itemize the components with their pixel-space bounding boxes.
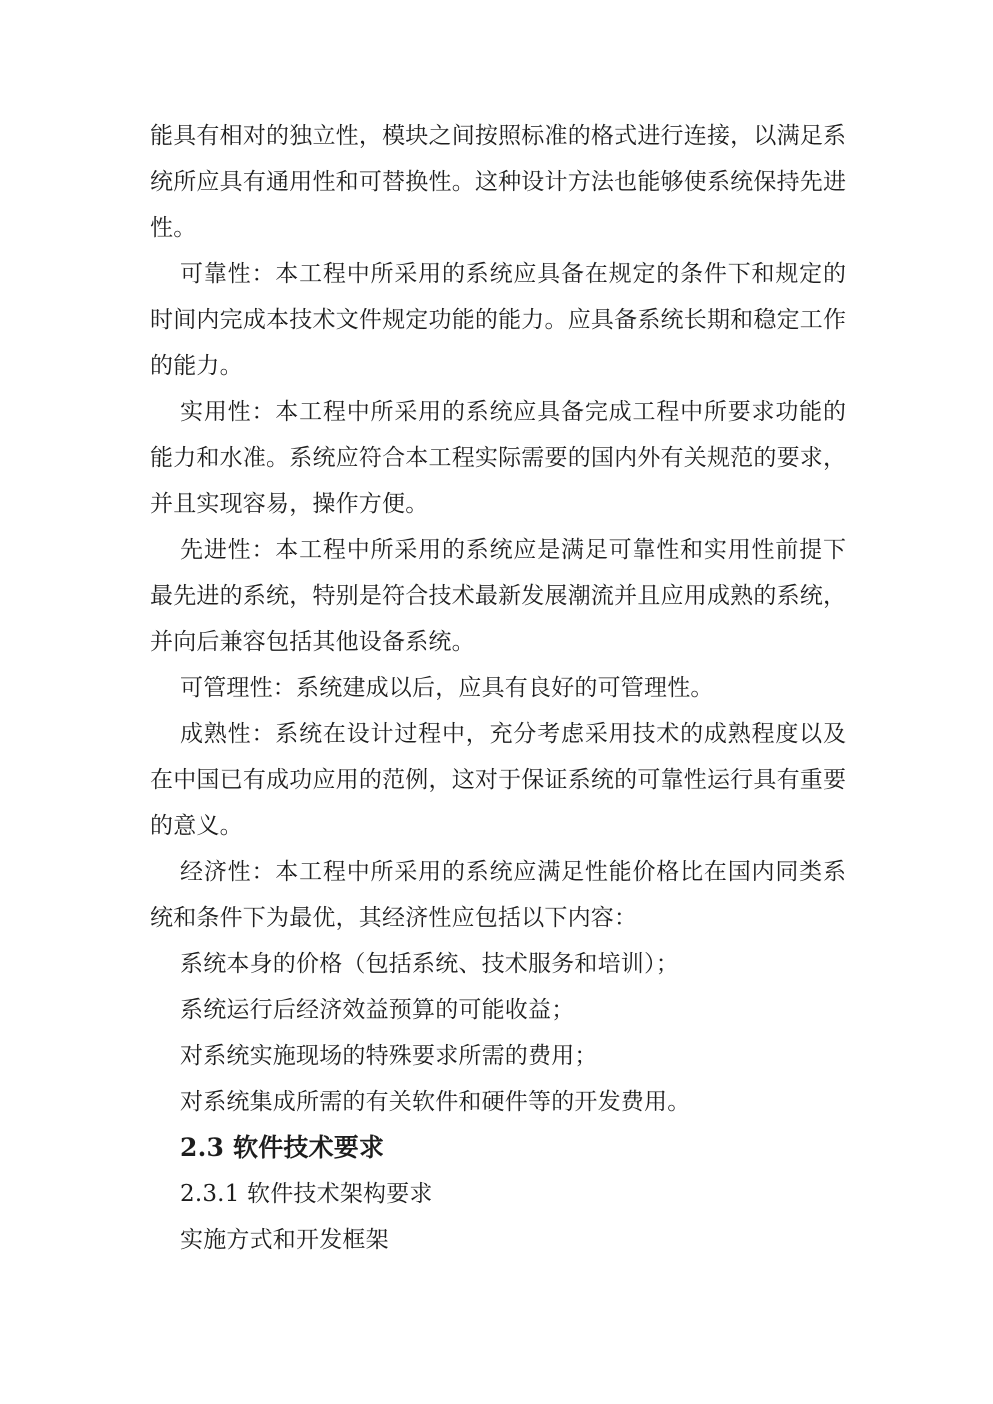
text-line: 经济性：本工程中所采用的系统应满足性能价格比在国内同类系 (180, 859, 846, 885)
text-line: 统和条件下为最优，其经济性应包括以下内容： (150, 905, 638, 931)
text-line: 时间内完成本技术文件规定功能的能力。应具备系统长期和稳定工作 (150, 307, 846, 333)
text-line: 并向后兼容包括其他设备系统。 (150, 629, 475, 655)
text-line: 可靠性：本工程中所采用的系统应具备在规定的条件下和规定的 (180, 261, 846, 287)
text-line: 对系统集成所需的有关软件和硬件等的开发费用。 (180, 1089, 691, 1115)
text-line: 系统本身的价格（包括系统、技术服务和培训）； (180, 951, 679, 977)
text-line: 性。 (150, 215, 197, 241)
text-line: 能具有相对的独立性，模块之间按照标准的格式进行连接，以满足系 (150, 123, 846, 149)
text-line: 在中国已有成功应用的范例，这对于保证系统的可靠性运行具有重要 (150, 767, 846, 793)
section-heading: 2.3 软件技术要求 (180, 1133, 385, 1162)
text-line: 先进性：本工程中所采用的系统应是满足可靠性和实用性前提下 (180, 537, 846, 563)
document-body (150, 113, 846, 1263)
text-line: 能力和水准。系统应符合本工程实际需要的国内外有关规范的要求， (150, 445, 846, 471)
text-line: 实用性：本工程中所采用的系统应具备完成工程中所要求功能的 (180, 399, 846, 425)
text-line: 对系统实施现场的特殊要求所需的费用； (180, 1043, 598, 1069)
subsection-heading: 2.3.1 软件技术架构要求 (180, 1181, 433, 1207)
text-line: 成熟性：系统在设计过程中，充分考虑采用技术的成熟程度以及 (180, 721, 846, 747)
text-line: 可管理性：系统建成以后，应具有良好的可管理性。 (180, 675, 714, 701)
text-line: 系统运行后经济效益预算的可能收益； (180, 997, 575, 1023)
text-line: 实施方式和开发框架 (180, 1227, 389, 1253)
text-line: 最先进的系统，特别是符合技术最新发展潮流并且应用成熟的系统， (150, 583, 846, 609)
text-line: 并且实现容易，操作方便。 (150, 491, 429, 517)
text-line: 的意义。 (150, 813, 243, 839)
text-line: 的能力。 (150, 353, 243, 379)
text-line: 统所应具有通用性和可替换性。这种设计方法也能够使系统保持先进 (150, 169, 846, 195)
